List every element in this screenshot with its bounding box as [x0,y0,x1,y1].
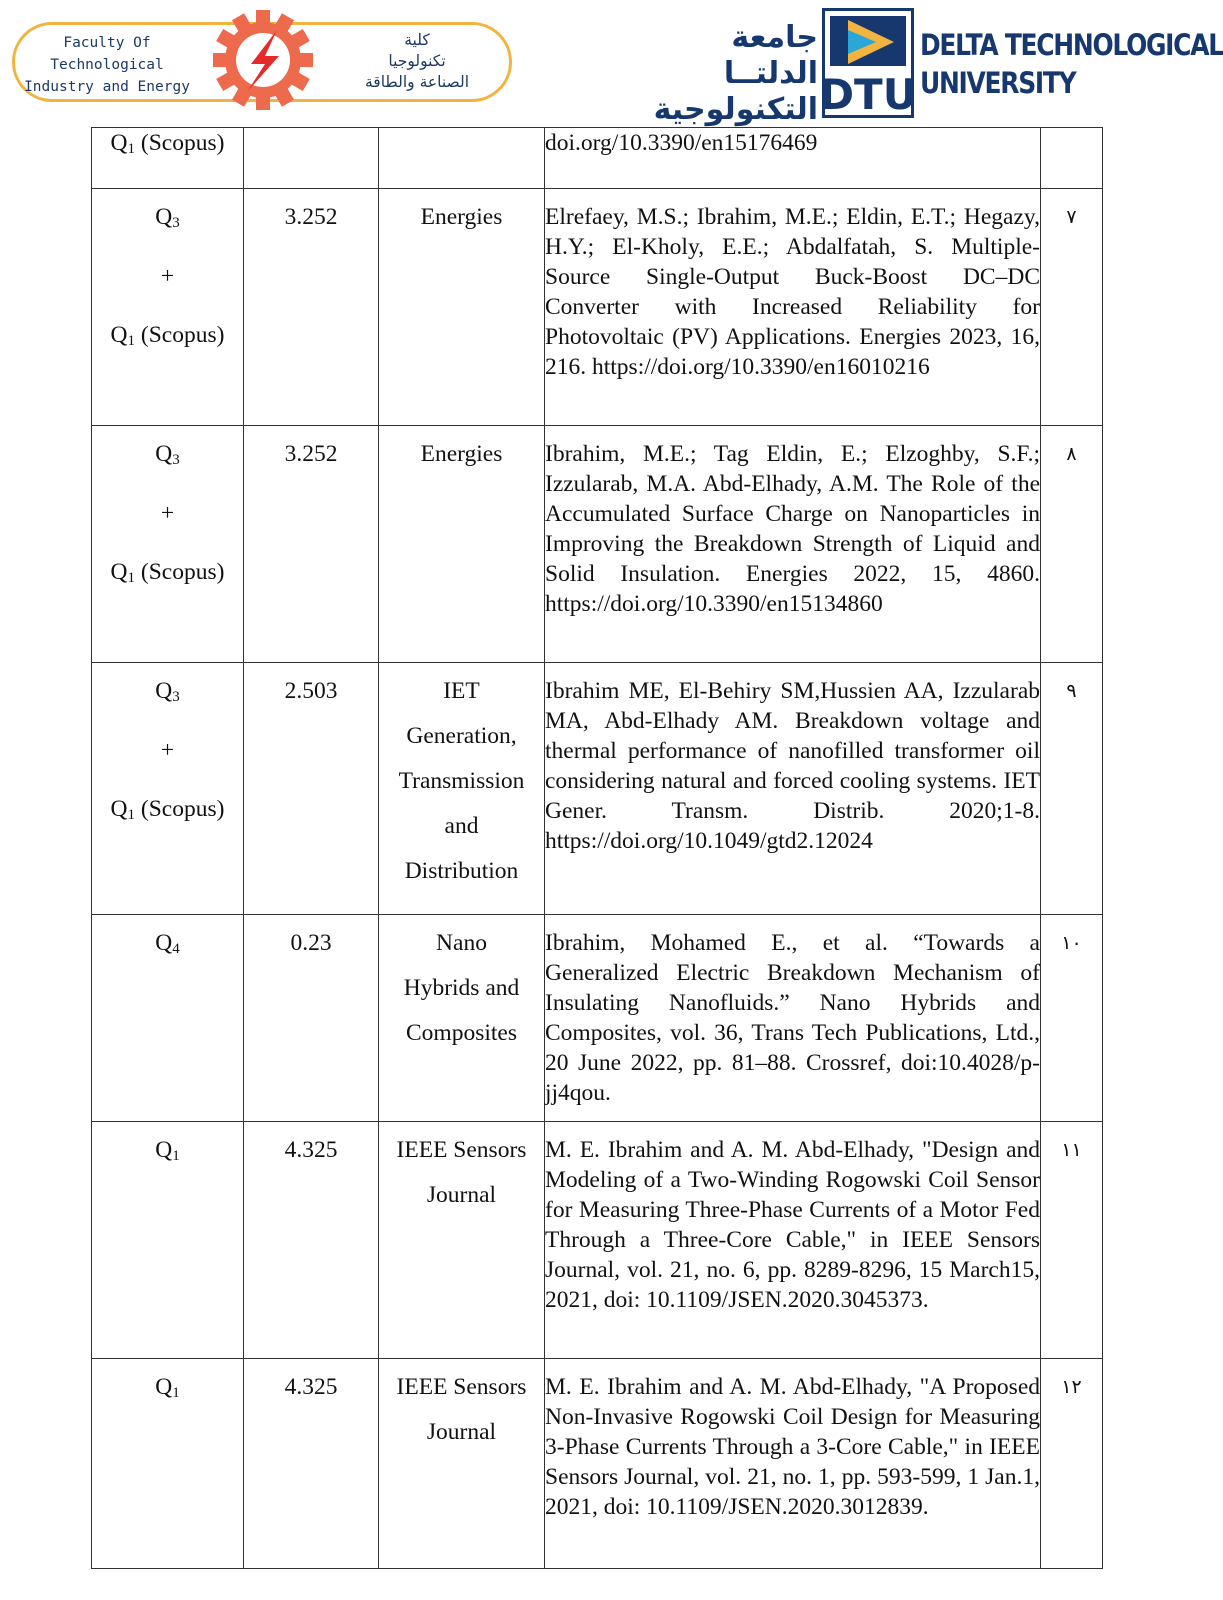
table-row [92,915,1103,1122]
impact-factor-cell [244,1359,379,1569]
row-number: ٧ [1066,206,1077,228]
impact-factor-cell [244,1122,379,1359]
quartile-label: + [160,263,175,289]
quartile-label: Q [155,678,173,704]
quartile-source: (Scopus) [135,322,225,348]
journal-cell [379,915,545,1122]
quartile-subscript: 1 [127,333,136,349]
quartile-line [92,735,243,765]
journal-name-line: Journal [426,1182,497,1208]
quartile-cell [92,128,244,189]
row-number-cell [1041,426,1103,663]
gear-lightning-icon [198,12,328,112]
reference-cell [545,128,1041,189]
table-row [92,426,1103,663]
row-number-cell [1041,1359,1103,1569]
reference-text: Elrefaey, M.S.; Ibrahim, M.E.; Eldin, E.T.; Hegazy, H.Y.; El-Kholy, E.E.; Abdalfatah, S. Multiple-Source Single-Output Buck-Boost DC–DC Converter with Increased Reliability for Photovoltaic (PV) Applications. Energies 2023, 16, 216. https://doi.org/10.3390/en16010216 [545,204,1040,380]
row-number: ١٠ [1061,932,1082,954]
journal-name-line: and [444,813,479,839]
university-name-ar-line: جامعة الدلتــا [723,20,818,91]
row-number-cell [1041,128,1103,189]
row-number: ٩ [1066,680,1077,702]
quartile-line [92,320,243,350]
table-row [92,1122,1103,1359]
publications-table [91,127,1103,1569]
dtu-logo-text: DTU [819,70,917,119]
quartile-label: Q [110,130,128,156]
faculty-name-en-line: Technological [50,57,164,73]
quartile-line [92,794,243,824]
impact-factor: 3.252 [284,441,338,467]
journal-name-line: Energies [420,441,503,467]
quartile-label: + [160,737,175,763]
journal-cell [379,189,545,426]
quartile-subscript: 3 [172,689,180,705]
quartile-line [92,1372,243,1402]
faculty-name-ar [330,30,504,93]
quartile-label: Q [110,322,128,348]
quartile-cell [92,1122,244,1359]
reference-text: M. E. Ibrahim and A. M. Abd-Elhady, "Design and Modeling of a Two-Winding Rogowski Coil Sensor for Measuring Three-Phase Currents of a Motor Fed Through a Three-Core Cable," in IEEE Sensors Journal, vol. 21, no. 6, pp. 8289-8296, 15 March15, 2021, doi: 10.1109/JSEN.2020.3045373. [545,1137,1040,1313]
table-row [92,189,1103,426]
quartile-subscript: 1 [127,570,136,586]
quartile-line [92,261,243,291]
row-number-cell [1041,915,1103,1122]
quartile-subscript: 1 [127,141,136,157]
row-number: ١١ [1061,1139,1082,1161]
publications-table-body [92,128,1103,1569]
quartile-subscript: 3 [172,215,180,231]
impact-factor: 4.325 [284,1137,338,1163]
journal-name-line: IEEE Sensors [396,1374,527,1400]
table-row [92,128,1103,189]
journal-cell [379,1122,545,1359]
quartile-line [92,557,243,587]
row-number-cell [1041,189,1103,426]
journal-name-line: IEEE Sensors [396,1137,527,1163]
university-name-en [920,26,1223,102]
faculty-name-ar-line: الصناعة والطاقة [364,73,470,91]
journal-name-line: Nano [436,930,487,956]
table-row [92,1359,1103,1569]
faculty-name-ar-line: تكنولوجيا [388,52,446,70]
reference-cell [545,1122,1041,1359]
quartile-subscript: 1 [172,1385,180,1401]
journal-cell [379,663,545,915]
quartile-source: (Scopus) [135,796,225,822]
quartile-cell [92,426,244,663]
table-row [92,663,1103,915]
quartile-cell [92,915,244,1122]
reference-cell [545,1359,1041,1569]
quartile-subscript: 1 [127,807,136,823]
quartile-label: + [160,500,175,526]
quartile-source: (Scopus) [135,130,225,156]
impact-factor: 3.252 [284,204,338,230]
quartile-line [92,676,243,706]
quartile-line [92,928,243,958]
journal-name-line: Journal [426,1419,497,1445]
dtu-logo-icon [819,8,917,119]
journal-cell [379,1359,545,1569]
faculty-name-en-line: Faculty Of [63,35,151,51]
quartile-line [92,439,243,469]
quartile-line [92,202,243,232]
reference-text: Ibrahim ME, El-Behiry SM,Hussien AA, Izzularab MA, Abd-Elhady AM. Breakdown voltage and thermal performance of nanofilled transformer oil considering natural and forced cooling systems. IET Gener. Transm. Distrib. 2020;1-8. https://doi.org/10.1049/gtd2.12024 [545,678,1040,854]
quartile-label: Q [155,1374,173,1400]
impact-factor: 0.23 [290,930,332,956]
journal-name-line: Transmission [398,768,525,794]
university-name-en-line: UNIVERSITY [920,66,1076,100]
faculty-name-en-line: Industry and Energy [24,79,190,95]
journal-cell [379,426,545,663]
reference-text: M. E. Ibrahim and A. M. Abd-Elhady, "A Proposed Non-Invasive Rogowski Coil Design for Measuring 3-Phase Currents Through a 3-Core Cable," in IEEE Sensors Journal, vol. 21, no. 1, pp. 593-599, 1 Jan.1, 2021, doi: 10.1109/JSEN.2020.3012839. [545,1374,1040,1520]
quartile-line [92,498,243,528]
impact-factor-cell [244,663,379,915]
reference-cell [545,426,1041,663]
row-number: ١٢ [1061,1376,1082,1398]
reference-cell [545,915,1041,1122]
journal-cell [379,128,545,189]
impact-factor: 2.503 [284,678,338,704]
university-name-ar [640,20,818,128]
quartile-label: Q [110,796,128,822]
quartile-source: (Scopus) [135,559,225,585]
row-number-cell [1041,663,1103,915]
faculty-logo-badge [12,22,512,102]
quartile-subscript: 4 [172,941,180,957]
impact-factor-cell [244,128,379,189]
faculty-name-en [18,32,196,98]
reference-text: Ibrahim, Mohamed E., et al. “Towards a Generalized Electric Breakdown Mechanism of Insulating Nanofluids.” Nano Hybrids and Composites, vol. 36, Trans Tech Publications, Ltd., 20 June 2022, pp. 81–88. Crossref, doi:10.4028/p-jj4qou. [545,930,1040,1106]
quartile-label: Q [110,559,128,585]
journal-name-line: Hybrids and [403,975,520,1001]
journal-name-line: Energies [420,204,503,230]
journal-name-line: Distribution [404,858,519,884]
journal-name-line: IET [443,678,480,704]
journal-name-line: Generation, [406,723,517,749]
quartile-line [92,1135,243,1165]
impact-factor: 4.325 [284,1374,338,1400]
row-number: ٨ [1066,443,1077,465]
university-name-en-line: DELTA TECHNOLOGICAL [920,28,1223,62]
university-name-ar-line: التكنولوجية [653,92,818,127]
impact-factor-cell [244,426,379,663]
quartile-label: Q [155,204,173,230]
impact-factor-cell [244,189,379,426]
quartile-cell [92,663,244,915]
page-header [0,0,1223,128]
quartile-label: Q [155,441,173,467]
impact-factor-cell [244,915,379,1122]
reference-text: Ibrahim, M.E.; Tag Eldin, E.; Elzoghby, S.F.; Izzularab, M.A. Abd-Elhady, A.M. The Role of the Accumulated Surface Charge on Nanoparticles in Improving the Breakdown Strength of Liquid and Solid Insulation. Energies 2022, 15, 4860. https://doi.org/10.3390/en15134860 [545,441,1040,617]
reference-cell [545,189,1041,426]
quartile-subscript: 3 [172,452,180,468]
journal-name-line: Composites [406,1020,517,1046]
quartile-cell [92,189,244,426]
quartile-line [92,128,243,158]
reference-cell [545,663,1041,915]
row-number-cell [1041,1122,1103,1359]
quartile-label: Q [155,930,173,956]
reference-text: doi.org/10.3390/en15176469 [545,130,818,156]
quartile-subscript: 1 [172,1148,180,1164]
quartile-label: Q [155,1137,173,1163]
quartile-cell [92,1359,244,1569]
faculty-name-ar-line: كلية [404,31,430,49]
